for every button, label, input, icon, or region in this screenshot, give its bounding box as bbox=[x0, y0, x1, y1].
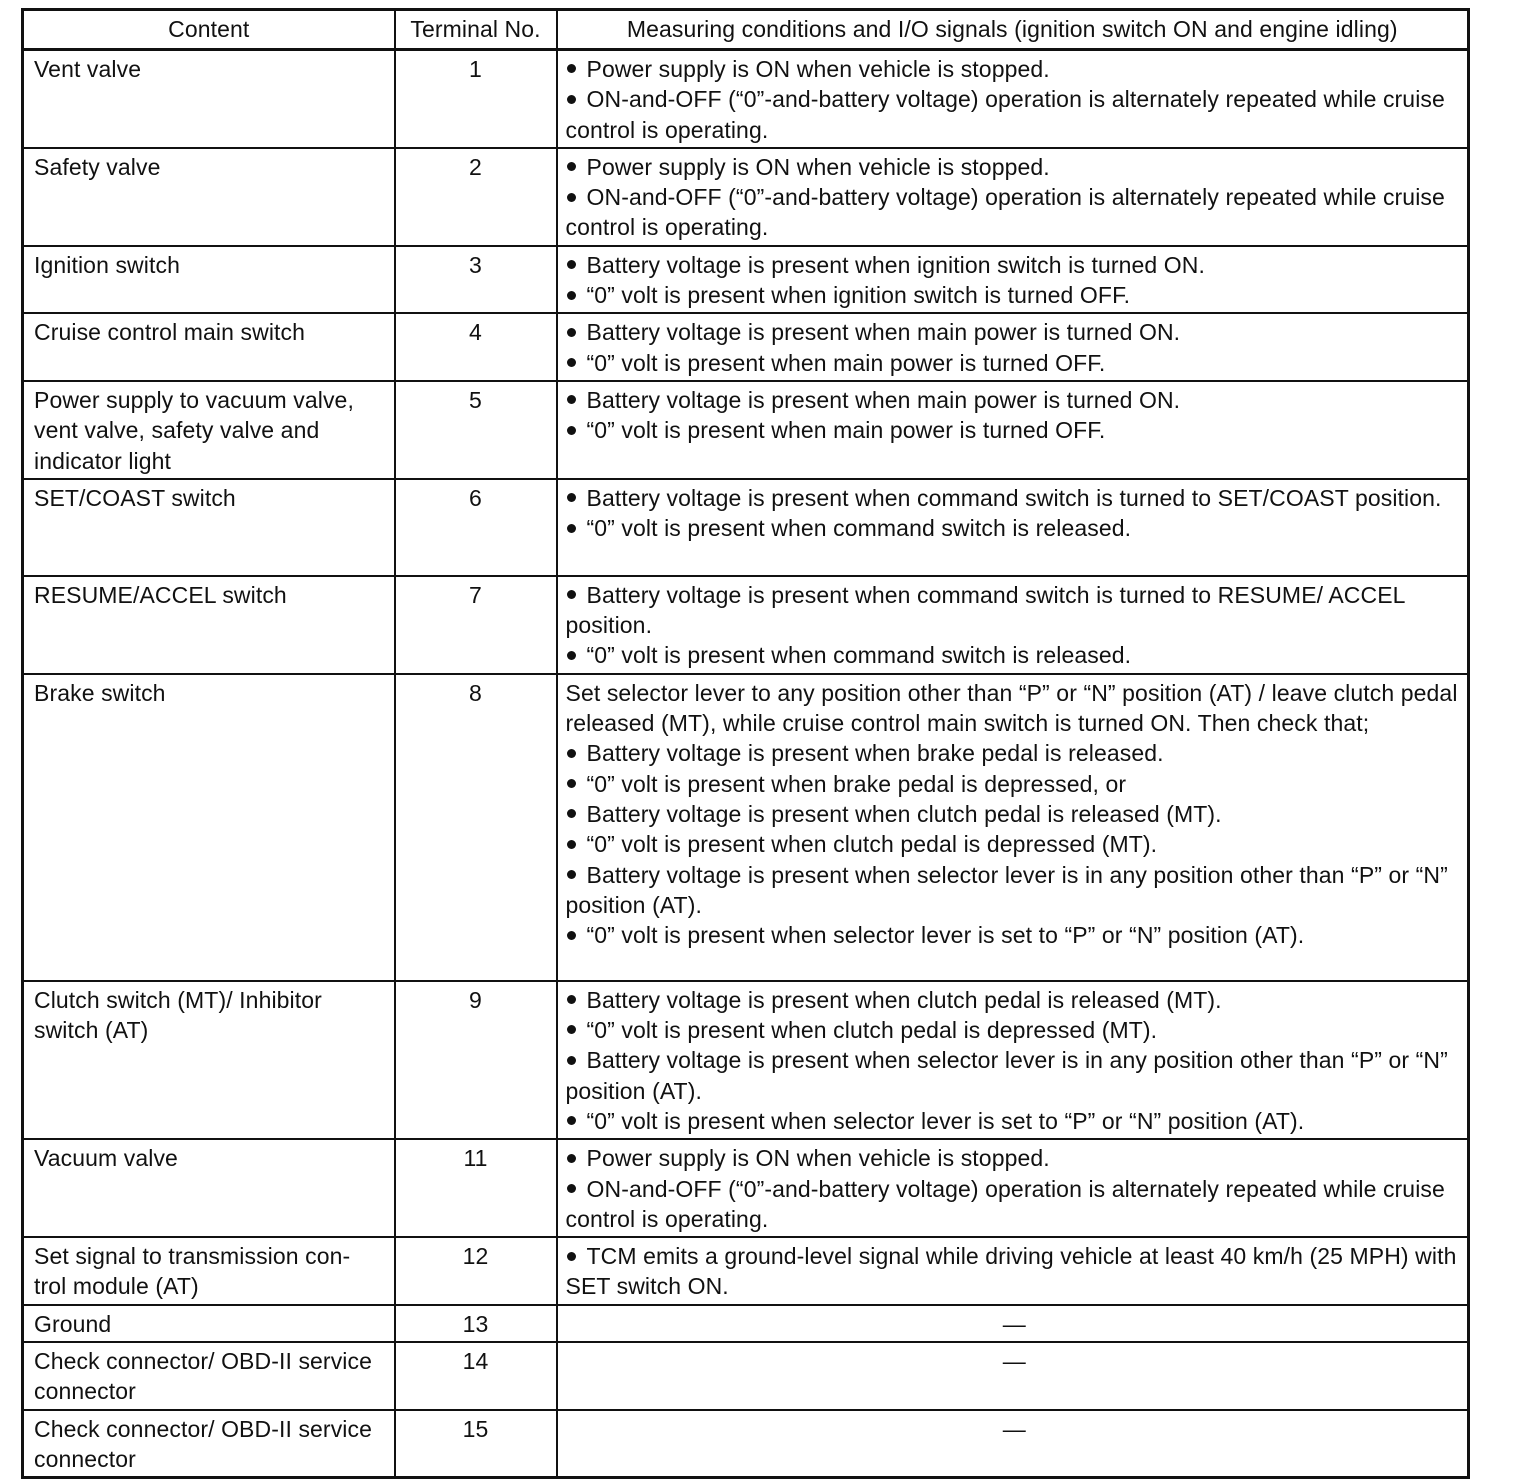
condition-line: Battery voltage is present when main power is turned ON. bbox=[566, 385, 1464, 415]
table-row bbox=[23, 246, 1469, 314]
condition-line: Battery voltage is present when selector lever is in any position other than “P” or “N” position (AT). bbox=[565, 1047, 1448, 1104]
table-header-row bbox=[23, 10, 1469, 50]
bullet-icon bbox=[567, 291, 576, 300]
bullet-icon bbox=[567, 1025, 576, 1034]
content-cell: Set signal to transmission con- trol module (AT) bbox=[23, 1237, 395, 1305]
conditions-cell bbox=[557, 148, 1469, 246]
terminal-cell: 3 bbox=[395, 246, 557, 314]
condition-line: Battery voltage is present when command switch is turned to RESUME/ ACCEL position. bbox=[565, 581, 1405, 639]
bullet-icon bbox=[567, 931, 576, 940]
bullet-icon bbox=[567, 260, 576, 269]
table-row bbox=[23, 674, 1469, 981]
condition-line: Power supply is ON when vehicle is stopped. bbox=[566, 152, 1464, 182]
terminal-cell: 4 bbox=[395, 313, 557, 381]
bullet-icon bbox=[567, 426, 576, 435]
table-row bbox=[23, 1342, 1469, 1410]
bullet-icon bbox=[567, 1116, 576, 1125]
terminal-cell: 2 bbox=[395, 148, 557, 246]
table-row bbox=[23, 1305, 1469, 1342]
bullet-icon bbox=[567, 95, 576, 104]
bullet-icon bbox=[567, 1154, 576, 1163]
table-row bbox=[23, 50, 1469, 148]
bullet-icon bbox=[567, 395, 576, 404]
bullet-icon bbox=[567, 162, 576, 171]
table-row bbox=[23, 981, 1469, 1139]
condition-line: ON-and-OFF (“0”-and-battery voltage) operation is alternately repeated while cruise control is operating. bbox=[565, 1175, 1445, 1232]
bullet-icon bbox=[567, 493, 576, 502]
terminal-cell: 11 bbox=[395, 1139, 557, 1237]
terminal-cell: 8 bbox=[395, 674, 557, 981]
condition-line: “0” volt is present when command switch is released. bbox=[566, 640, 1464, 670]
terminal-cell: 1 bbox=[395, 50, 557, 148]
terminal-spec-table bbox=[21, 8, 1470, 1479]
bullet-icon bbox=[567, 870, 576, 879]
condition-line: “0” volt is present when brake pedal is depressed, or bbox=[566, 769, 1464, 799]
bullet-icon bbox=[567, 995, 576, 1004]
condition-line: TCM emits a ground-level signal while driving vehicle at least 40 km/h (25 MPH) with SET switch ON. bbox=[565, 1243, 1457, 1300]
content-cell: Clutch switch (MT)/ Inhibitor switch (AT) bbox=[23, 981, 395, 1139]
condition-line: “0” volt is present when main power is turned OFF. bbox=[566, 348, 1464, 378]
table-row bbox=[23, 479, 1469, 576]
conditions-cell bbox=[557, 1139, 1469, 1237]
condition-line: Battery voltage is present when selector lever is in any position other than “P” or “N” position (AT). bbox=[565, 861, 1448, 918]
content-cell: Check connector/ OBD-II service connector bbox=[23, 1410, 395, 1478]
conditions-cell bbox=[557, 381, 1469, 479]
header-terminal-no: Terminal No. bbox=[395, 10, 557, 50]
table-row bbox=[23, 381, 1469, 479]
content-cell: Power supply to vacuum valve, vent valve, safety valve and indicator light bbox=[23, 381, 395, 479]
conditions-cell bbox=[557, 479, 1469, 576]
content-cell: Safety valve bbox=[23, 148, 395, 246]
condition-line: “0” volt is present when clutch pedal is depressed (MT). bbox=[566, 1015, 1464, 1045]
conditions-cell-dash: — bbox=[557, 1305, 1469, 1342]
table-row bbox=[23, 1139, 1469, 1237]
content-cell: RESUME/ACCEL switch bbox=[23, 576, 395, 674]
bullet-icon bbox=[567, 651, 576, 660]
table-row bbox=[23, 1237, 1469, 1305]
terminal-cell: 5 bbox=[395, 381, 557, 479]
table-row bbox=[23, 148, 1469, 246]
bullet-icon bbox=[567, 809, 576, 818]
condition-line: Battery voltage is present when brake pedal is released. bbox=[566, 738, 1464, 768]
conditions-cell-dash: — bbox=[557, 1410, 1469, 1478]
bullet-icon bbox=[567, 1056, 576, 1065]
conditions-cell bbox=[557, 576, 1469, 674]
conditions-cell bbox=[557, 313, 1469, 381]
content-cell: Ground bbox=[23, 1305, 395, 1342]
conditions-cell bbox=[557, 1237, 1469, 1305]
conditions-cell bbox=[557, 674, 1469, 981]
terminal-cell: 7 bbox=[395, 576, 557, 674]
conditions-cell bbox=[557, 50, 1469, 148]
condition-line: “0” volt is present when selector lever is set to “P” or “N” position (AT). bbox=[566, 920, 1464, 950]
condition-line: Battery voltage is present when ignition switch is turned ON. bbox=[566, 250, 1464, 280]
condition-line: Battery voltage is present when command switch is turned to SET/COAST position. bbox=[566, 483, 1464, 513]
bullet-icon bbox=[567, 1252, 576, 1261]
condition-line: “0” volt is present when main power is turned OFF. bbox=[566, 415, 1464, 445]
bullet-icon bbox=[567, 749, 576, 758]
condition-intro: Set selector lever to any position other than “P” or “N” position (AT) / leave clutch pedal released (MT), while cruise control main switch is turned ON. Then check that; bbox=[565, 679, 1458, 737]
bullet-icon bbox=[567, 64, 576, 73]
conditions-cell bbox=[557, 981, 1469, 1139]
content-cell: Brake switch bbox=[23, 674, 395, 981]
terminal-cell: 6 bbox=[395, 479, 557, 576]
header-measuring-conditions: Measuring conditions and I/O signals (ignition switch ON and engine idling) bbox=[557, 10, 1469, 50]
content-cell: Vacuum valve bbox=[23, 1139, 395, 1237]
bullet-icon bbox=[567, 328, 576, 337]
bullet-icon bbox=[567, 590, 576, 599]
content-cell: Ignition switch bbox=[23, 246, 395, 314]
conditions-cell bbox=[557, 246, 1469, 314]
content-cell: SET/COAST switch bbox=[23, 479, 395, 576]
condition-line: Battery voltage is present when main power is turned ON. bbox=[566, 317, 1464, 347]
terminal-cell: 13 bbox=[395, 1305, 557, 1342]
bullet-icon bbox=[567, 524, 576, 533]
condition-line: “0” volt is present when command switch is released. bbox=[566, 513, 1464, 543]
condition-line: Battery voltage is present when clutch pedal is released (MT). bbox=[566, 985, 1464, 1015]
condition-line: “0” volt is present when clutch pedal is depressed (MT). bbox=[566, 829, 1464, 859]
bullet-icon bbox=[567, 1184, 576, 1193]
bullet-icon bbox=[567, 779, 576, 788]
table-row bbox=[23, 313, 1469, 381]
terminal-cell: 15 bbox=[395, 1410, 557, 1478]
condition-line: “0” volt is present when ignition switch is turned OFF. bbox=[566, 280, 1464, 310]
content-cell: Vent valve bbox=[23, 50, 395, 148]
table-row bbox=[23, 1410, 1469, 1478]
conditions-cell-dash: — bbox=[557, 1342, 1469, 1410]
condition-line: Battery voltage is present when clutch pedal is released (MT). bbox=[566, 799, 1464, 829]
content-cell: Check connector/ OBD-II service connector bbox=[23, 1342, 395, 1410]
content-cell: Cruise control main switch bbox=[23, 313, 395, 381]
condition-line: ON-and-OFF (“0”-and-battery voltage) operation is alternately repeated while cruise control is operating. bbox=[565, 184, 1445, 241]
bullet-icon bbox=[567, 358, 576, 367]
header-content: Content bbox=[23, 10, 395, 50]
terminal-cell: 9 bbox=[395, 981, 557, 1139]
table-row bbox=[23, 576, 1469, 674]
terminal-cell: 14 bbox=[395, 1342, 557, 1410]
terminal-cell: 12 bbox=[395, 1237, 557, 1305]
bullet-icon bbox=[567, 193, 576, 202]
condition-line: Power supply is ON when vehicle is stopped. bbox=[566, 1143, 1464, 1173]
condition-line: ON-and-OFF (“0”-and-battery voltage) operation is alternately repeated while cruise control is operating. bbox=[565, 86, 1445, 143]
bullet-icon bbox=[567, 840, 576, 849]
condition-line: Power supply is ON when vehicle is stopped. bbox=[566, 54, 1464, 84]
condition-line: “0” volt is present when selector lever is set to “P” or “N” position (AT). bbox=[566, 1106, 1464, 1136]
